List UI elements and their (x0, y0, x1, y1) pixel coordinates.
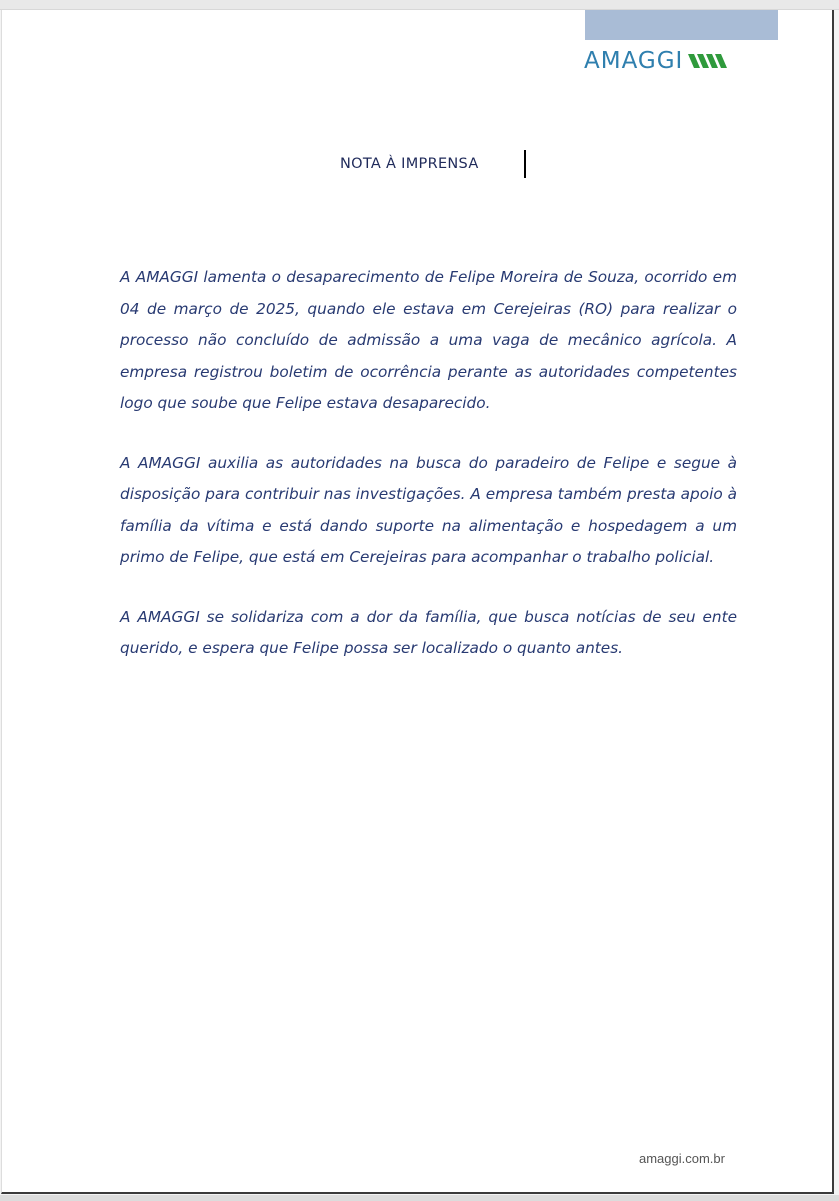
company-logo (584, 46, 728, 76)
document-title: NOTA À IMPRENSA (340, 156, 479, 172)
amaggi-stripes-icon (688, 52, 728, 70)
window-top-edge (0, 0, 839, 10)
document-page (1, 10, 834, 1194)
logo-header-bar (585, 10, 778, 40)
footer-website: amaggi.com.br (639, 1151, 725, 1166)
paragraph-1: A AMAGGI lamenta o desaparecimento de Felipe Moreira de Souza, ocorrido em 04 de março de 2025, quando ele estava em Cerejeiras (RO) para realizar o processo não concluído de admissão a uma vaga de mecânico agrícola. A empresa registrou boletim de ocorrência perante as autoridades competentes logo que soube que Felipe estava desaparecido. (120, 268, 737, 412)
paragraph-2: A AMAGGI auxilia as autoridades na busca do paradeiro de Felipe e segue à disposição para contribuir nas investigações. A empresa também presta apoio à família da vítima e está dando suporte na alimentação e hospedagem a um primo de Felipe, que está em Cerejeiras para acompanhar o trabalho policial. (120, 453, 737, 566)
logo-text: AMAGGI (584, 47, 684, 74)
window-bottom-edge (0, 1195, 839, 1201)
text-cursor (524, 150, 526, 178)
document-body (120, 262, 737, 693)
paragraph-3: A AMAGGI se solidariza com a dor da família, que busca notícias de seu ente querido, e espera que Felipe possa ser localizado o quanto antes. (120, 607, 737, 657)
